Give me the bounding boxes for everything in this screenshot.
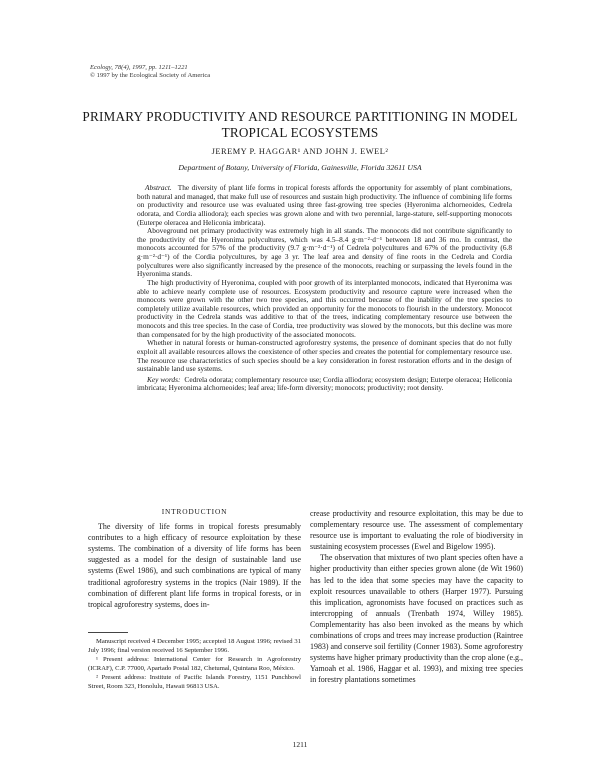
- intro-paragraph-1: The diversity of life forms in tropical forests presumably contributes to a high efficacy of resource exploitation by these systems. The combination of a diversity of life forms has been suggested as a model for the design of sustainable land use systems (Ewel 1986), and such combinations are typical of many traditional agroforestry systems in the tropics (Nair 1989). If the combination of different plant life forms in tropical forests, or in tropical agroforestry systems, does in-: [88, 522, 301, 609]
- key-words-label: Key words:: [147, 374, 181, 384]
- citation-copyright: © 1997 by the Ecological Society of America: [90, 72, 211, 79]
- key-words: [137, 376, 512, 393]
- intro-paragraph-2: The observation that mixtures of two plant species often have a higher productivity than either species grown alone (de Wit 1960) has led to the idea that some species may have the capacity to exploit resources unavailable to others (Harper 1977). Pursuing this implication, agronomists have focused on practices such as intercropping of annuals (Trenbath 1974, Willey 1985). Complementarity has also been invoked as the means by which combinations of crops and trees may increase production (Raintree 1983) and conserve soil fertility (Conner 1983). Some agroforestry systems have higher primary productivity than the crop alone (e.g., Yamoah et al. 1986, Haggar et al. 1993), and mixing tree species in forestry plantations sometimes: [310, 553, 523, 685]
- left-column: [88, 506, 301, 610]
- footnote-1: ¹ Present address: International Center for Research in Agroforestry (ICRAF), C.P. 77000, Apartado Postal 182, Chetumal, Quintana Roo, México.: [88, 656, 301, 672]
- author-affiliation: Department of Botany, University of Florida, Gainesville, Florida 32611 USA: [178, 163, 422, 172]
- author-line: JEREMY P. HAGGAR¹ AND JOHN J. EWEL²: [211, 147, 389, 156]
- section-heading-introduction: INTRODUCTION: [161, 507, 228, 516]
- page-number: 1211: [292, 740, 308, 749]
- title-line-2: TROPICAL ECOSYSTEMS: [221, 124, 379, 140]
- abstract-text-1: The diversity of plant life forms in tropical forests affords the opportunity for assembly of plant combinations, both natural and managed, that make full use of resources and sustain high productivity. The influence of combining life forms on productivity and resource use was evaluated using three fast-growing tree species (Hyeronima alchorneoides, Cedrela odorata, and Cordia alliodora); each species was grown alone and with two perennial, large-stature, self-supporting monocots (Euterpe oleracea and Heliconia imbricata).: [137, 183, 512, 227]
- abstract-paragraph-2: Aboveground net primary productivity was extremely high in all stands. The monocots did not contribute significantly to the productivity of the Hyeronima polycultures, which was 4.5–8.4 g·m⁻²·d⁻¹ between 18 and 36 mo. In contrast, the monocots accounted for 57% of the productivity (9.7 g·m⁻²·d⁻¹) of Cedrela polycultures and 67% of the productivity (6.8 g·m⁻²·d⁻¹) of the Cordia polycultures, by age 3 yr. The leaf area and density of fine roots in the Cedrela and Cordia polycultures were also significantly increased by the presence of the monocots, reaching or surpassing the levels found in the Hyeronima stands.: [137, 226, 512, 279]
- right-column: [310, 508, 523, 686]
- abstract: [137, 184, 512, 393]
- footnote-2: ² Present address: Institute of Pacific Islands Forestry, 1151 Punchbowl Street, Room 323, Honolulu, Hawaii 96813 USA.: [88, 674, 301, 690]
- footnote-manuscript: Manuscript received 4 December 1995; accepted 18 August 1996; revised 31 July 1996; final version received 16 September 1996.: [88, 638, 301, 654]
- article-title: [80, 109, 520, 140]
- key-words-text: Cedrela odorata; complementary resource use; Cordia alliodora; ecosystem design; Euterpe oleracea; Heliconia imbricata; Hyeronima alchorneoides; leaf area; life-form diversity; monocots; productivity; root density.: [137, 374, 513, 393]
- citation-volume: Ecology, 78(4), 1997, pp. 1211–1221: [90, 64, 188, 71]
- title-line-1: PRIMARY PRODUCTIVITY AND RESOURCE PARTITIONING IN MODEL: [82, 109, 518, 124]
- abstract-paragraph-1: [137, 184, 512, 227]
- abstract-paragraph-3: The high productivity of Hyeronima, coupled with poor growth of its interplanted monocots, indicated that Hyeronima was able to achieve nearly complete use of resources. Ecosystem productivity and resource capture were increased when the monocots were grown with the other two tree species, and this occurred because of the inability of the tree species to completely utilize available resources, which provided an opportunity for the monocots to flourish in the understory. Monocot productivity in the Cedrela stands was additive to that of the trees, indicating complementary resource use between the monocots and this tree species. In the case of Cordia, tree productivity was slowed by the monocots, but this decline was more than compensated for by the high productivity of the associated monocots.: [137, 277, 512, 339]
- intro-paragraph-1-continued: crease productivity and resource exploitation, this may be due to complementary resource use. The assessment of complementary resource use is important to evaluating the role of biodiversity in sustaining ecosystem processes (Ewel and Bigelow 1995).: [310, 509, 523, 552]
- abstract-paragraph-4: Whether in natural forests or human-constructed agroforestry systems, the presence of dominant species that do not fully exploit all available resources allows the coexistence of other species and creates the potential for complementary resource use. The resource use characteristics of such species should be a key consideration in forest restoration efforts and in the design of sustainable land use systems.: [137, 338, 512, 374]
- abstract-label: Abstract.: [145, 183, 172, 192]
- footnotes: [88, 638, 301, 693]
- journal-citation: [90, 64, 210, 80]
- footnote-divider: [88, 632, 128, 633]
